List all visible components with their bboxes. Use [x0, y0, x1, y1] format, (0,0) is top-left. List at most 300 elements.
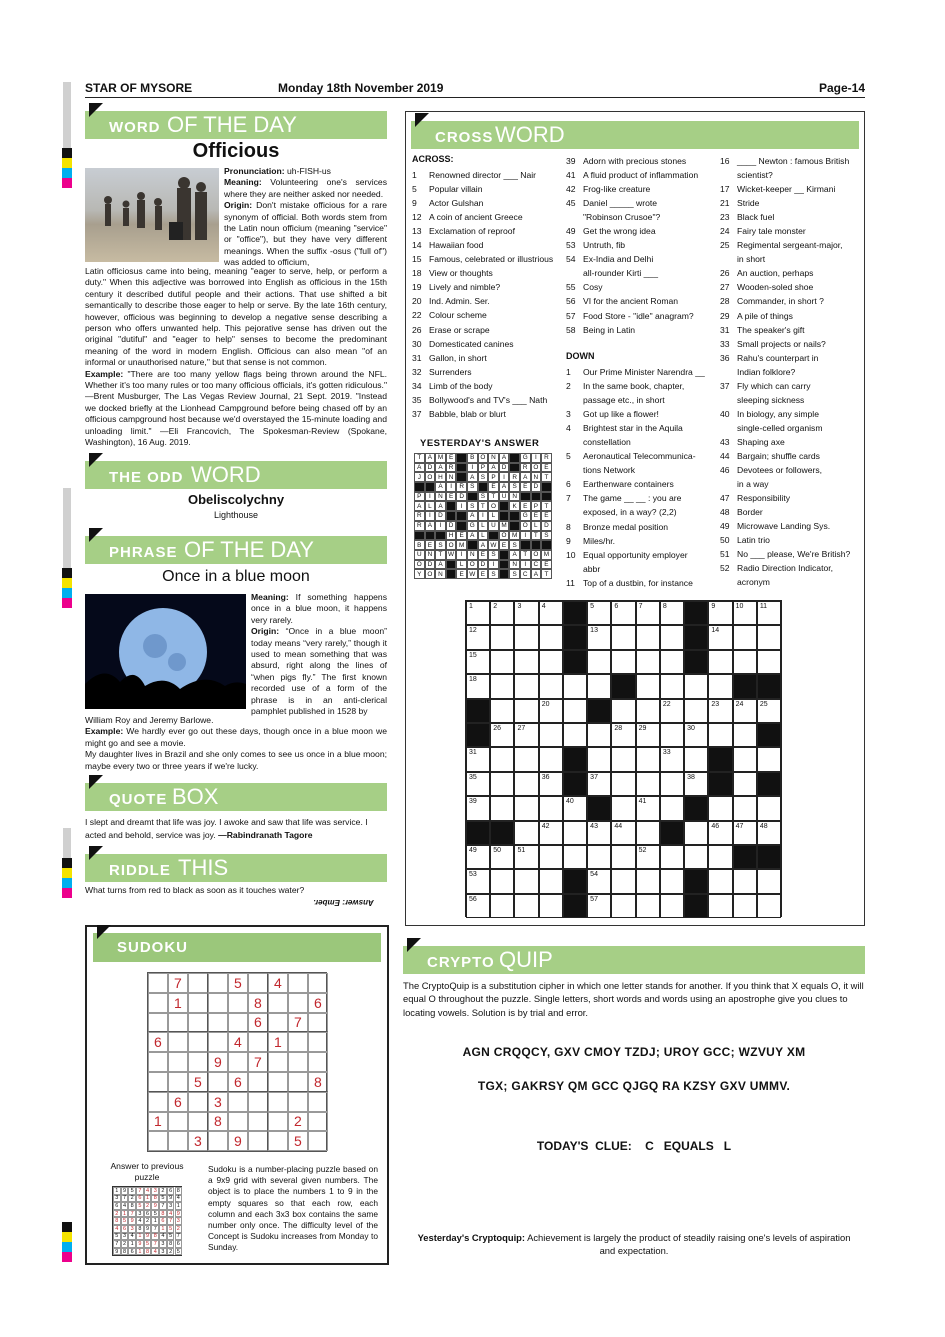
- crossword-cell: [660, 796, 684, 820]
- banner-title: WORD: [191, 462, 261, 487]
- clue-number: 23: [720, 212, 730, 223]
- mini-cell: A: [425, 453, 436, 463]
- clue-number: 34: [412, 380, 422, 391]
- across-clues-2: [566, 154, 716, 337]
- clue-line: [566, 280, 716, 294]
- crossword-cell: [684, 796, 708, 820]
- mini-cell: O: [531, 550, 542, 560]
- clue-number: 29: [720, 310, 730, 321]
- crossword-cell: [684, 747, 708, 771]
- previous-sudoku-cell: 1: [151, 1217, 159, 1225]
- crossword-cell: [466, 796, 490, 820]
- previous-sudoku-cell: 5: [121, 1217, 129, 1225]
- mini-cell: T: [541, 472, 552, 482]
- clue-text: Erase or scrape: [429, 324, 490, 335]
- clue-line: [720, 323, 860, 337]
- crossword-cell: [708, 869, 732, 893]
- mini-cell: P: [488, 472, 499, 482]
- mini-row: [414, 511, 552, 521]
- clue-number-label: 57: [590, 895, 598, 903]
- sudoku-cell: 4: [268, 973, 288, 993]
- cryptoquip-line-1: AGN CRQQCY, GXV CMOY TZDJ; UROY GCC; WZVUY XM: [462, 1045, 806, 1059]
- mini-cell: A: [414, 501, 425, 511]
- clue-text: Our Prime Minister Narendra __: [583, 367, 705, 377]
- clue-number: 51: [720, 549, 730, 560]
- yesterday-cryptoquip: [410, 1231, 858, 1257]
- crossword-cell: [539, 625, 563, 649]
- clue-number-label: 42: [541, 822, 550, 830]
- crossword-cell: [514, 723, 538, 747]
- previous-sudoku-cell: 4: [175, 1195, 183, 1203]
- clue-number-label: 3: [517, 603, 522, 610]
- clue-line: [720, 224, 860, 238]
- previous-sudoku-cell: 2: [121, 1240, 129, 1248]
- crossword-row: [466, 674, 781, 698]
- crossword-cell: [636, 699, 660, 723]
- clue-text: acronym: [737, 577, 770, 588]
- mini-cell: R: [509, 472, 520, 482]
- mini-cell: I: [499, 472, 510, 482]
- previous-sudoku-cell: 7: [159, 1202, 167, 1210]
- mini-row: [414, 521, 552, 531]
- clue-number-label: 12: [469, 627, 477, 635]
- clue-number: 14: [412, 240, 422, 251]
- clue-number-label: 29: [638, 724, 647, 732]
- clue-number-label: 31: [469, 749, 477, 757]
- clue-number-label: 56: [469, 895, 477, 903]
- clue-number: 8: [566, 521, 571, 532]
- mini-cell: [414, 482, 425, 492]
- crossword-cell: [636, 894, 660, 918]
- previous-sudoku-cell: 8: [167, 1240, 175, 1248]
- crossword-cell: [757, 674, 781, 698]
- clue-line: [720, 379, 860, 393]
- previous-sudoku-cell: 7: [175, 1233, 183, 1241]
- clue-text: Small projects or nails?: [737, 338, 826, 349]
- clue-line: [412, 224, 562, 238]
- sudoku-cell: [148, 973, 168, 993]
- sudoku-cell: 5: [228, 973, 248, 993]
- clue-text: Gallon, in short: [429, 352, 487, 363]
- clue-number: 9: [412, 198, 417, 209]
- clue-line: [720, 182, 860, 196]
- clue-text: Brightest star in the Aquila: [583, 423, 683, 434]
- previous-answer-label: Answer to previous puzzle: [110, 1161, 184, 1182]
- mini-cell: O: [478, 453, 489, 463]
- clue-number-label: 2: [493, 603, 498, 610]
- color-registration-marks: [62, 858, 72, 898]
- crossword-cell: [611, 625, 635, 649]
- mini-cell: E: [478, 569, 489, 579]
- crossword-cell: [757, 650, 781, 674]
- mini-cell: A: [414, 463, 425, 473]
- color-registration-marks: [62, 1222, 72, 1262]
- crossword-cell: [466, 674, 490, 698]
- clue-line: [566, 491, 716, 505]
- mini-cell: O: [499, 531, 510, 541]
- mini-cell: [488, 531, 499, 541]
- sudoku-cell: [288, 973, 308, 993]
- clue-number: 39: [566, 156, 576, 166]
- previous-sudoku-cell: 5: [175, 1248, 183, 1256]
- mini-cell: E: [531, 511, 542, 521]
- mini-cell: S: [509, 540, 520, 550]
- clue-line: [566, 168, 716, 182]
- sudoku-cell: 6: [148, 1032, 168, 1052]
- previous-sudoku-cell: 8: [136, 1225, 144, 1233]
- origin-label: Origin:: [251, 626, 280, 637]
- crossword-cell: [611, 796, 635, 820]
- crossword-row: [466, 747, 781, 771]
- sudoku-cell: [308, 1131, 328, 1151]
- clue-line: [412, 407, 562, 421]
- clue-text: ____ Newton : famous British: [737, 156, 850, 166]
- clue-number-label: 48: [759, 822, 768, 830]
- crossword-cell: [539, 821, 563, 845]
- mini-row: [414, 550, 552, 560]
- previous-sudoku-cell: 7: [167, 1217, 175, 1225]
- clue-line: [720, 351, 860, 365]
- crossword-row: [466, 699, 781, 723]
- clue-line: [720, 365, 860, 379]
- banner-label: THE ODD: [109, 469, 184, 486]
- meaning-label: Meaning:: [224, 177, 262, 188]
- mini-cell: N: [488, 453, 499, 463]
- crossword-cell: [733, 650, 757, 674]
- crossword-cell: [611, 699, 635, 723]
- crossword-row: [466, 723, 781, 747]
- crossword-cell: [708, 845, 732, 869]
- clue-number: 9: [566, 535, 571, 546]
- mini-cell: S: [488, 550, 499, 560]
- clue-number-label: 47: [735, 822, 744, 830]
- clue-line: [720, 449, 860, 463]
- sudoku-cell: [288, 1052, 308, 1072]
- mini-cell: I: [456, 550, 467, 560]
- crossword-cell: [636, 796, 660, 820]
- clue-number-label: 26: [493, 724, 502, 732]
- sudoku-cell: [268, 1052, 288, 1072]
- margin-bar: [63, 488, 71, 578]
- mini-cell: R: [414, 511, 425, 521]
- mini-cell: L: [531, 521, 542, 531]
- mini-cell: S: [509, 569, 520, 579]
- previous-sudoku-cell: 8: [159, 1210, 167, 1218]
- mini-cell: [520, 540, 531, 550]
- sudoku-cell: 2: [288, 1112, 308, 1132]
- clue-line: [566, 182, 716, 196]
- mini-cell: [541, 482, 552, 492]
- clue-line: [412, 238, 562, 252]
- crossword-cell: [563, 894, 587, 918]
- odd-word: Obeliscolychny: [187, 492, 285, 507]
- clue-line: [566, 323, 716, 337]
- crossword-cell: [587, 894, 611, 918]
- issue-date: Monday 18th November 2019: [278, 81, 444, 95]
- mini-cell: D: [425, 560, 436, 570]
- example-label: Example:: [85, 726, 124, 737]
- clue-line: [412, 337, 562, 351]
- mini-cell: N: [509, 492, 520, 502]
- mini-row: [414, 463, 552, 473]
- clue-number: 22: [412, 310, 422, 321]
- previous-sudoku-cell: 2: [144, 1202, 152, 1210]
- clue-line: [720, 168, 860, 182]
- sudoku-cell: [188, 1112, 208, 1132]
- clue-line: [566, 393, 716, 407]
- previous-sudoku-cell: 8: [121, 1248, 129, 1256]
- quote-text: [85, 816, 387, 842]
- clue-text: Daniel _____ wrote: [583, 198, 658, 209]
- sudoku-cell: [228, 1092, 248, 1112]
- clue-text: Fly which can carry: [737, 380, 811, 391]
- crossword-cell: [757, 699, 781, 723]
- mini-cell: [499, 511, 510, 521]
- mini-cell: A: [499, 482, 510, 492]
- banner-title: OF THE DAY: [184, 537, 314, 562]
- clue-line: [412, 379, 562, 393]
- mini-cell: S: [541, 531, 552, 541]
- crossword-cell: [611, 869, 635, 893]
- sudoku-cell: 7: [288, 1013, 308, 1033]
- crossword-cell: [587, 796, 611, 820]
- crossword-cell: [733, 674, 757, 698]
- mini-cell: D: [499, 463, 510, 473]
- mini-cell: P: [414, 492, 425, 502]
- crossword-cell: [660, 601, 684, 625]
- banner-corner-icon: [89, 528, 103, 542]
- sudoku-cell: [188, 973, 208, 993]
- clue-number: 5: [412, 184, 417, 195]
- clue-number-label: 53: [469, 871, 477, 879]
- clue-number: 25: [720, 240, 730, 251]
- crossword-cell: [757, 869, 781, 893]
- mini-cell: H: [435, 472, 446, 482]
- mini-cell: [520, 492, 531, 502]
- previous-sudoku-cell: 2: [167, 1248, 175, 1256]
- clue-number-label: 46: [711, 822, 720, 830]
- mini-cell: A: [499, 453, 510, 463]
- clue-number: 24: [720, 226, 730, 237]
- mini-cell: O: [467, 560, 478, 570]
- clue-text: all-rounder Kirti ___: [583, 268, 658, 279]
- previous-sudoku-cell: 1: [121, 1210, 129, 1218]
- clue-number: 31: [412, 352, 422, 363]
- clue-number: 26: [720, 268, 730, 279]
- clue-number: 48: [720, 507, 730, 518]
- clue-number: 37: [412, 408, 422, 419]
- clue-number-label: 8: [662, 603, 667, 610]
- previous-sudoku-cell: 5: [128, 1187, 136, 1195]
- clue-line: [566, 505, 716, 519]
- crossword-cell: [684, 845, 708, 869]
- clue-number: 26: [412, 324, 422, 335]
- mini-cell: O: [488, 501, 499, 511]
- crossword-cell: [757, 894, 781, 918]
- sudoku-cell: [228, 1013, 248, 1033]
- clue-text: Regimental sergeant-major,: [737, 240, 843, 251]
- mini-cell: E: [425, 540, 436, 550]
- mini-cell: N: [435, 492, 446, 502]
- mini-cell: E: [541, 511, 552, 521]
- clue-text: in short: [737, 254, 766, 265]
- clue-number-label: 15: [469, 651, 477, 659]
- crossword-cell: [514, 869, 538, 893]
- mini-cell: [456, 453, 467, 463]
- clue-number: 47: [720, 493, 730, 504]
- previous-sudoku-cell: 3: [167, 1202, 175, 1210]
- crossword-cell: [757, 821, 781, 845]
- banner-label: QUOTE: [109, 791, 168, 808]
- previous-sudoku-cell: 2: [159, 1187, 167, 1195]
- clue-line: [566, 477, 716, 491]
- clue-line: [720, 309, 860, 323]
- cryptoquip-intro: The CryptoQuip is a substitution cipher in which one letter stands for another. If you think that X equals O, it will equal O throughout the puzzle. Single letters, short words and words using an apostrophe give you clues to locating vowels. Solution is by trial and error.: [403, 980, 864, 1018]
- phrase-body-text: William Roy and Jeremy Barlowe.: [85, 715, 214, 725]
- sudoku-cell: [188, 1032, 208, 1052]
- previous-sudoku-cell: 5: [113, 1233, 121, 1241]
- clue-line: [720, 196, 860, 210]
- clue-number-label: 54: [590, 871, 598, 879]
- clue-number: 53: [566, 240, 576, 251]
- sudoku-cell: [268, 1112, 288, 1132]
- previous-sudoku-cell: 9: [128, 1217, 136, 1225]
- sudoku-cell: [148, 1052, 168, 1072]
- clue-text: The game __ __ : you are: [583, 493, 682, 504]
- mini-cell: M: [456, 540, 467, 550]
- crossword-cell: [708, 772, 732, 796]
- crossword-cell: [708, 821, 732, 845]
- phrase-title: Once in a blue moon: [162, 568, 310, 585]
- crossword-cell: [466, 821, 490, 845]
- clue-number: 19: [412, 282, 422, 293]
- sudoku-cell: [148, 1072, 168, 1092]
- previous-sudoku-cell: 3: [128, 1225, 136, 1233]
- crossword-cell: [660, 699, 684, 723]
- clue-text: Surrenders: [429, 366, 472, 377]
- color-registration-marks: [62, 148, 72, 188]
- yesterday-cryptoquip-label: Yesterday's Cryptoquip:: [417, 1232, 526, 1243]
- clue-line: [412, 182, 562, 196]
- crossword-row: [466, 650, 781, 674]
- mini-cell: A: [467, 531, 478, 541]
- clue-text: Devotees or followers,: [737, 465, 823, 476]
- mini-cell: G: [467, 521, 478, 531]
- crossword-cell: [636, 821, 660, 845]
- mini-cell: E: [499, 540, 510, 550]
- clue-line: [412, 168, 562, 182]
- clue-text: Bargain; shuffle cards: [737, 450, 820, 461]
- clue-number-label: 36: [541, 773, 550, 781]
- mini-cell: [509, 463, 520, 473]
- sudoku-cell: [148, 1131, 168, 1151]
- clue-text: Popular villain: [429, 184, 483, 195]
- mini-cell: D: [425, 463, 436, 473]
- phrase-banner: [85, 536, 387, 564]
- crossword-cell: [563, 821, 587, 845]
- previous-sudoku-cell: 7: [136, 1187, 144, 1195]
- clue-line: [566, 210, 716, 224]
- riddle-banner: [85, 854, 387, 882]
- mini-cell: Y: [414, 569, 425, 579]
- example-text: We hardly ever go out these days, though once in a blue moon we might go and see a movie.: [85, 726, 387, 748]
- mini-cell: N: [509, 560, 520, 570]
- sudoku-cell: [268, 1131, 288, 1151]
- clue-number: 45: [566, 198, 576, 209]
- clue-number: 2: [566, 381, 571, 392]
- clue-line: [720, 435, 860, 449]
- mini-cell: T: [531, 531, 542, 541]
- clue-text: passage etc., in short: [583, 395, 665, 406]
- crossword-cell: [636, 625, 660, 649]
- sudoku-cell: [248, 1112, 268, 1132]
- clue-line: [566, 520, 716, 534]
- crossword-cell: [636, 845, 660, 869]
- crossword-cell: [757, 747, 781, 771]
- pronunciation-text: uh-FISH-us: [284, 166, 331, 176]
- crossword-cell: [708, 723, 732, 747]
- crossword-cell: [708, 796, 732, 820]
- sudoku-cell: 8: [308, 1072, 328, 1092]
- mini-row: [414, 569, 552, 579]
- crossword-cell: [733, 796, 757, 820]
- mini-cell: E: [541, 463, 552, 473]
- sudoku-cell: [308, 973, 328, 993]
- crossword-cell: [660, 674, 684, 698]
- sudoku-cell: [308, 1032, 328, 1052]
- mini-cell: [541, 540, 552, 550]
- crossword-cell: [587, 821, 611, 845]
- mini-cell: R: [446, 463, 457, 473]
- crossword-cell: [587, 747, 611, 771]
- banner-corner-icon: [407, 938, 421, 952]
- clue-number: 16: [720, 156, 730, 166]
- previous-sudoku-cell: 5: [144, 1240, 152, 1248]
- clue-number: 21: [720, 198, 730, 209]
- paper-name: STAR OF MYSORE: [85, 81, 193, 95]
- crossword-cell: [757, 625, 781, 649]
- mini-cell: A: [435, 463, 446, 473]
- banner-label: WORD: [109, 119, 161, 136]
- clue-text: Babble, blab or blurt: [429, 408, 506, 419]
- crossword-cell: [514, 796, 538, 820]
- sudoku-cell: [208, 1032, 228, 1052]
- banner-corner-icon: [89, 846, 103, 860]
- clue-line: [412, 365, 562, 379]
- clue-line: [720, 491, 860, 505]
- clue-text: An auction, perhaps: [737, 268, 814, 279]
- clue-number: 44: [720, 450, 730, 461]
- sudoku-cell: 5: [188, 1072, 208, 1092]
- clue-text: abbr: [583, 563, 601, 574]
- clue-line: [566, 154, 716, 168]
- clue-text: Indian folklore?: [737, 366, 796, 377]
- clue-number: 10: [566, 549, 576, 560]
- margin-bar: [63, 82, 71, 157]
- clue-text: Untruth, fib: [583, 240, 626, 251]
- crossword-cell: [490, 674, 514, 698]
- mini-cell: A: [488, 463, 499, 473]
- crossword-row: [466, 796, 781, 820]
- crossword-cell: [539, 674, 563, 698]
- mini-cell: S: [435, 540, 446, 550]
- previous-sudoku-cell: 8: [128, 1202, 136, 1210]
- clue-text: Wooden-soled shoe: [737, 282, 814, 293]
- mini-cell: [467, 492, 478, 502]
- clue-text: Exclamation of reproof: [429, 226, 515, 237]
- mini-cell: L: [425, 501, 436, 511]
- sudoku-cell: [288, 1032, 308, 1052]
